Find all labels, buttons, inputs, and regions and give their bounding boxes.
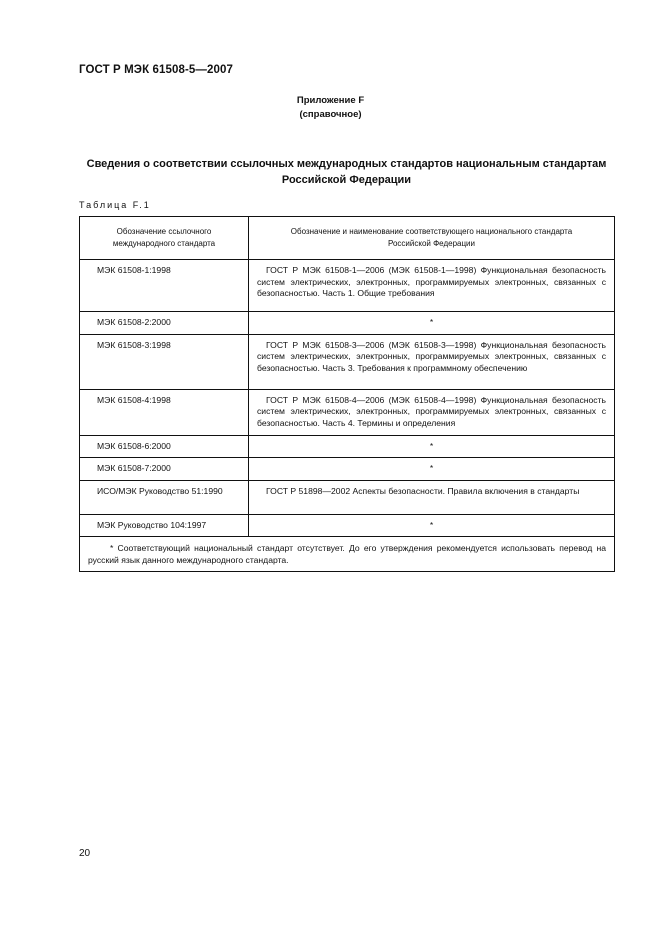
cell-national — [249, 334, 615, 389]
code-text: ИСО/МЭК Руководство 51:1990 — [97, 485, 223, 496]
code-text: МЭК 61508-1:1998 — [97, 265, 171, 275]
document-header: ГОСТ Р МЭК 61508-5—2007 — [79, 64, 233, 76]
national-text: ГОСТ Р 51898—2002 Аспекты безопасности. Правила включения в стандарты — [266, 485, 580, 496]
section-title-line2: Российской Федерации — [281, 174, 412, 186]
cell-national — [249, 260, 615, 312]
table-row — [80, 334, 615, 389]
annex-subtitle: (справочное) — [299, 109, 362, 120]
header-col2-line2: Российской Федерации — [388, 239, 475, 248]
table-footnote-row — [80, 537, 615, 572]
cell-code — [80, 435, 249, 458]
cell-code — [80, 312, 249, 335]
table-row — [80, 312, 615, 335]
code-text: МЭК 61508-7:2000 — [97, 463, 171, 473]
section-title — [79, 156, 614, 188]
table-row — [80, 480, 615, 514]
header-col-national — [249, 217, 615, 260]
code-text: МЭК 61508-3:1998 — [97, 339, 171, 350]
standards-table — [79, 216, 615, 572]
table-row — [80, 260, 615, 312]
cell-national — [249, 480, 615, 514]
header-col-international — [80, 217, 249, 260]
cell-national — [249, 435, 615, 458]
cell-national — [249, 312, 615, 335]
header-col1-line1: Обозначение ссылочного — [116, 227, 212, 236]
code-text: МЭК 61508-6:2000 — [97, 440, 171, 451]
cell-national — [249, 389, 615, 435]
cell-code — [80, 514, 249, 537]
cell-code — [80, 260, 249, 312]
national-text: * — [429, 440, 434, 451]
national-text: * — [429, 519, 434, 530]
table-row — [80, 435, 615, 458]
header-col2-line1: Обозначение и наименование соответствующего национального стандарта — [290, 227, 573, 236]
cell-national — [249, 458, 615, 481]
page-number: 20 — [79, 848, 91, 859]
code-text: МЭК 61508-4:1998 — [97, 394, 171, 405]
code-text: МЭК 61508-2:2000 — [97, 317, 171, 327]
code-text: МЭК Руководство 104:1997 — [97, 519, 207, 530]
national-text: ГОСТ Р МЭК 61508-4—2006 (МЭК 61508-4—1998) Функциональная безопасность систем электрических, электронных, программируемых электронных, связанных с безопасностью. Часть 4. Термины и определения — [257, 394, 606, 428]
national-text: * — [429, 317, 434, 327]
section-title-line1: Сведения о соответствии ссылочных международных стандартов национальным стандартам — [86, 158, 607, 170]
table-footnote: * Соответствующий национальный стандарт отсутствует. До его утверждения рекомендуется использовать перевод на русский язык данного международного стандарта. — [80, 537, 615, 572]
table-row — [80, 458, 615, 481]
cell-code — [80, 458, 249, 481]
table-caption: Таблица F.1 — [79, 200, 151, 210]
cell-code — [80, 480, 249, 514]
header-col1-line2: международного стандарта — [112, 239, 216, 248]
national-text: * — [429, 463, 434, 473]
cell-national — [249, 514, 615, 537]
table-row — [80, 389, 615, 435]
table-header-row — [80, 217, 615, 260]
table-row — [80, 514, 615, 537]
annex-title: Приложение F — [296, 95, 365, 106]
national-text: ГОСТ Р МЭК 61508-3—2006 (МЭК 61508-3—1998) Функциональная безопасность систем электрических, электронных, программируемых электронных, связанных с безопасностью. Часть 3. Требования к программному обеспечению — [257, 339, 606, 373]
cell-code — [80, 334, 249, 389]
national-text: ГОСТ Р МЭК 61508-1—2006 (МЭК 61508-1—1998) Функциональная безопасность систем электрических, электронных, программируемых электронных, связанных с безопасностью. Часть 1. Общие требования — [257, 265, 606, 298]
cell-code — [80, 389, 249, 435]
